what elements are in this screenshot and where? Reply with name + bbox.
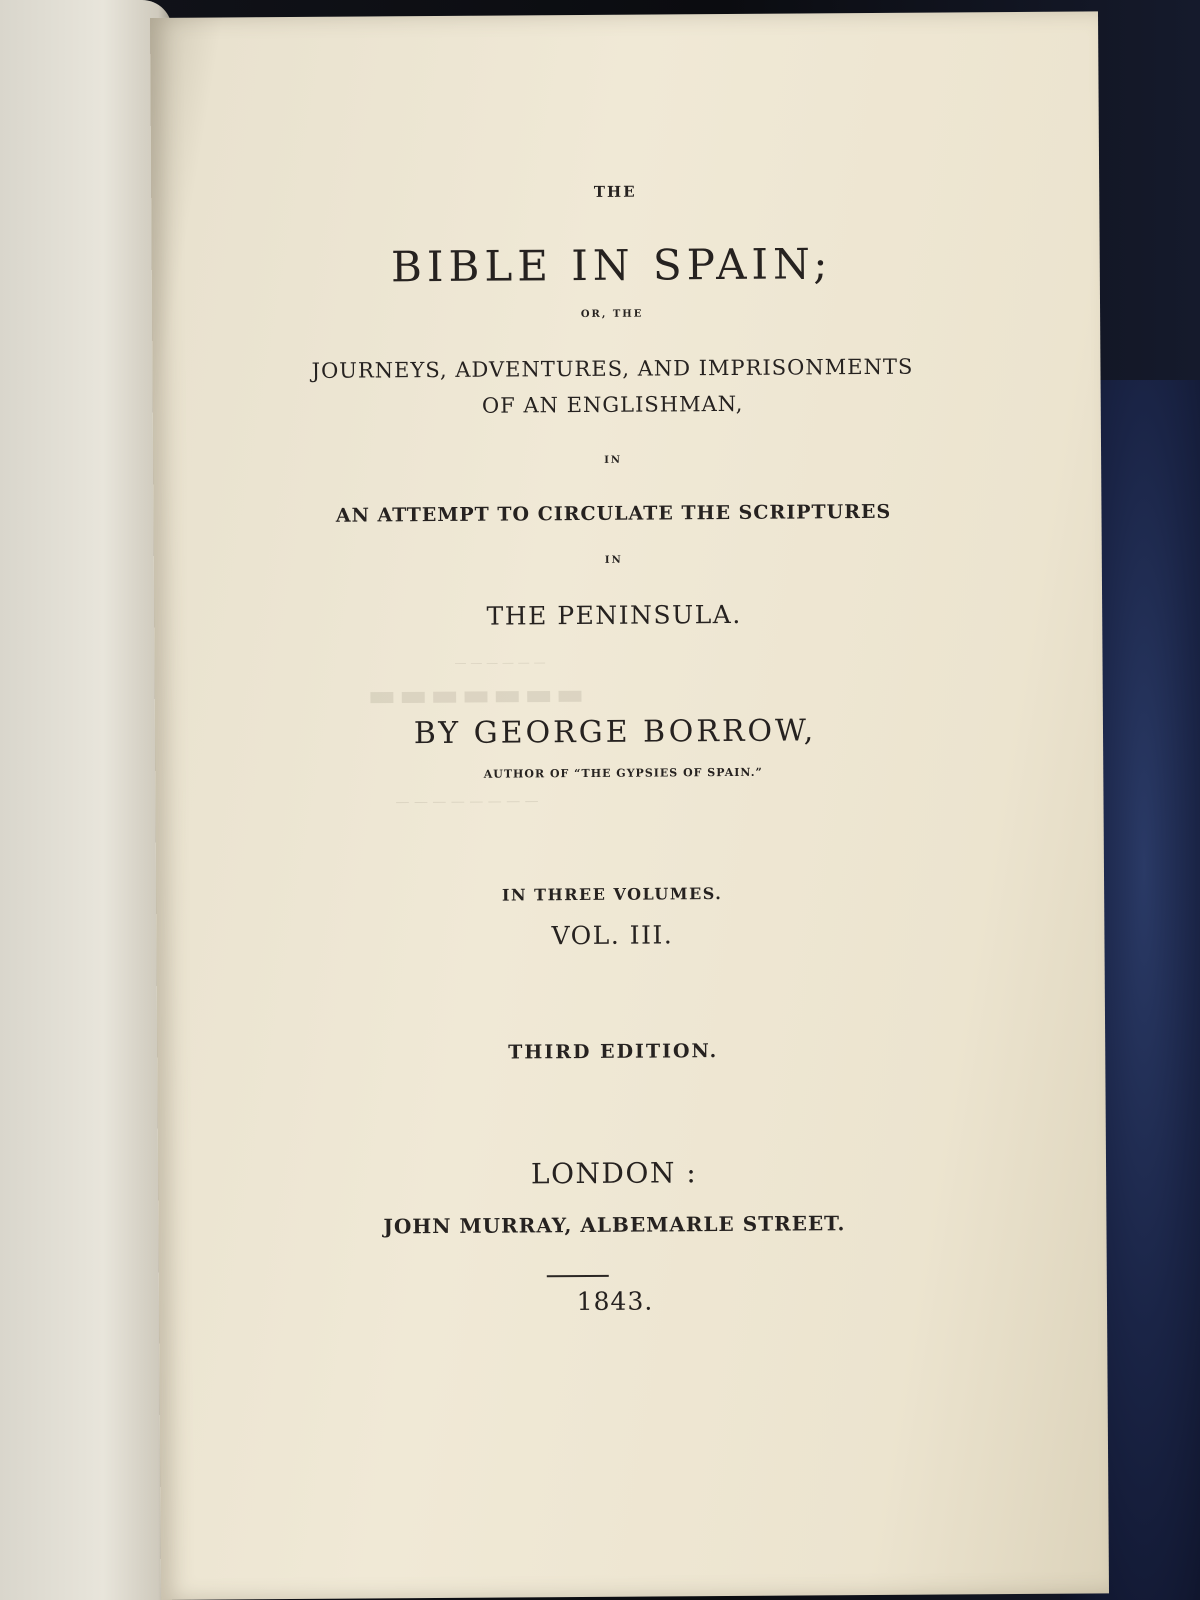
imprint-rule xyxy=(547,1275,609,1277)
show-through-text: — — — — — — xyxy=(454,655,546,670)
connector-in-1: IN xyxy=(604,454,623,466)
subtitle-peninsula: THE PENINSULA. xyxy=(486,599,742,631)
subtitle-line-1: JOURNEYS, ADVENTURES, AND IMPRISONMENTS xyxy=(311,354,914,383)
show-through-text: ▬▬▬▬▬▬▬ xyxy=(364,676,585,714)
or-the: OR, THE xyxy=(580,308,644,320)
connector-in-2: IN xyxy=(604,554,623,566)
edition: THIRD EDITION. xyxy=(508,1040,719,1064)
imprint-year: 1843. xyxy=(576,1286,654,1317)
author-line: BY GEORGE BORROW, xyxy=(413,713,817,752)
left-blank-page xyxy=(0,0,172,1600)
author-credit: AUTHOR OF “THE GYPSIES OF SPAIN.” xyxy=(483,765,763,781)
volume-count: IN THREE VOLUMES. xyxy=(501,884,723,905)
title-page xyxy=(150,11,1109,1600)
imprint-city: LONDON : xyxy=(530,1156,698,1191)
book-title: BIBLE IN SPAIN; xyxy=(390,239,833,292)
imprint-publisher: JOHN MURRAY, ALBEMARLE STREET. xyxy=(383,1211,846,1239)
title-article: THE xyxy=(593,182,637,201)
volume-number: VOL. III. xyxy=(551,920,674,951)
show-through-text: — — — — — — — — xyxy=(395,793,539,811)
subtitle-line-2: OF AN ENGLISHMAN, xyxy=(481,391,744,418)
subtitle-attempt: AN ATTEMPT TO CIRCULATE THE SCRIPTURES xyxy=(335,500,892,527)
